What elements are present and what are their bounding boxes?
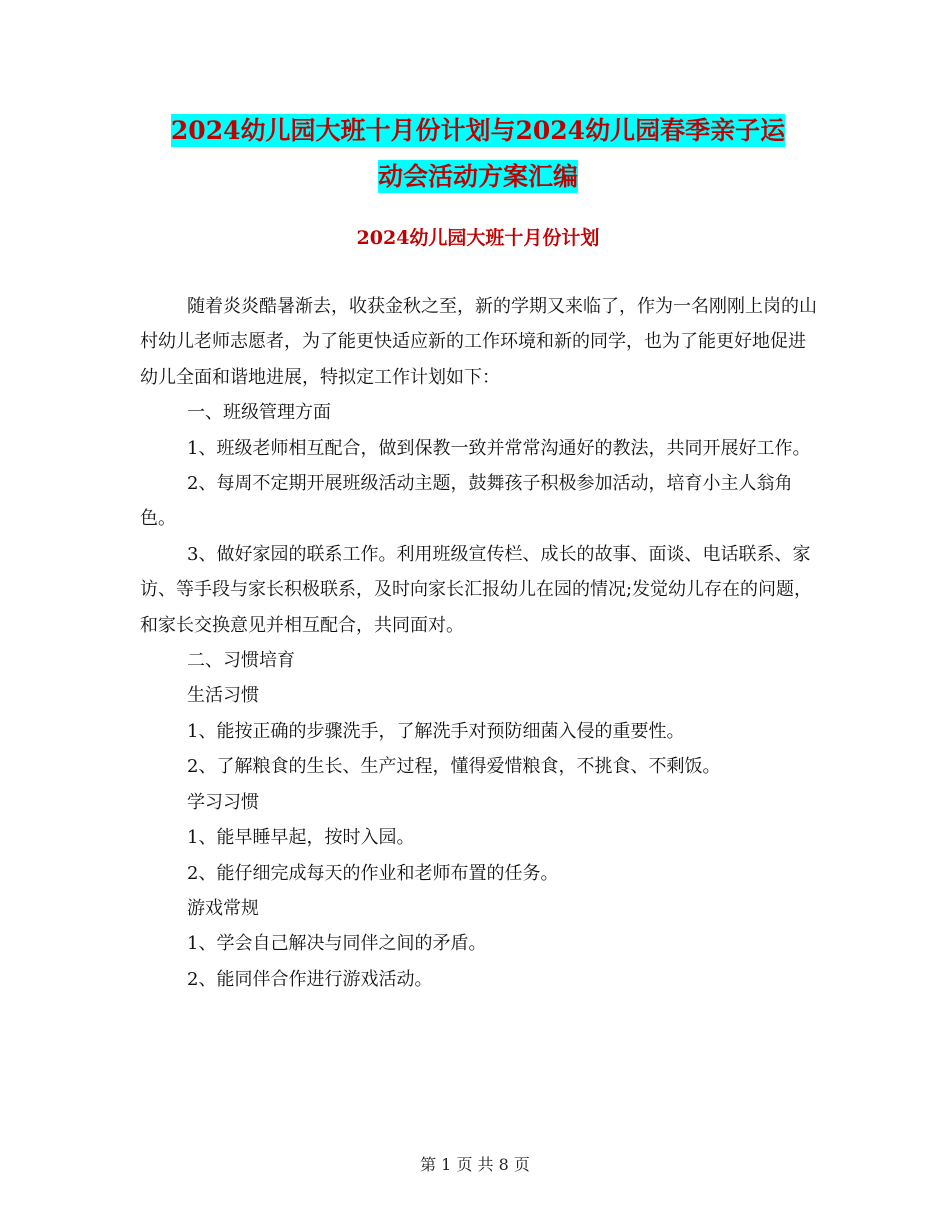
list-item: 2、能仔细完成每天的作业和老师布置的任务。 <box>187 862 559 884</box>
page-number-label: 第 1 页 共 8 页 <box>420 1155 530 1174</box>
list-item: 3、做好家园的联系工作。利用班级宣传栏、成长的故事、面谈、电话联系、家访、等手段与家长积极联系，及时向家长汇报幼儿在园的情况;发觉幼儿存在的问题，和家长交换意见并相互配合，共同面对。 <box>140 543 813 636</box>
intro-paragraph: 随着炎炎酷暑渐去，收获金秋之至，新的学期又来临了，作为一名刚刚上岗的山村幼儿老师志愿者，为了能更快适应新的工作环境和新的同学，也为了能更好地促进幼儿全面和谐地进展，特拟定工作计划如下： <box>140 296 817 388</box>
page-footer <box>0 1152 950 1175</box>
list-item: 2、能同伴合作进行游戏活动。 <box>187 968 433 990</box>
list-item: 1、学会自己解决与同伴之间的矛盾。 <box>187 933 487 955</box>
title-line-1: 2024幼儿园大班十月份计划与2024幼儿园春季亲子运 <box>170 116 786 145</box>
subheading-life-habits: 生活习惯 <box>187 685 259 707</box>
list-item: 1、能早睡早起，按时入园。 <box>187 827 415 849</box>
heading-class-management: 一、班级管理方面 <box>187 402 331 424</box>
document-body <box>140 289 822 997</box>
list-item: 1、能按正确的步骤洗手，了解洗手对预防细菌入侵的重要性。 <box>187 720 685 742</box>
heading-habit-cultivation: 二、习惯培育 <box>187 650 295 672</box>
document-title <box>140 108 816 200</box>
list-item: 2、了解粮食的生长、生产过程，懂得爱惜粮食，不挑食、不剩饭。 <box>187 756 721 778</box>
list-item: 1、班级老师相互配合，做到保教一致并常常沟通好的教法，共同开展好工作。 <box>187 437 811 459</box>
title-line-2: 动会活动方案汇编 <box>377 162 578 191</box>
section-title: 2024幼儿园大班十月份计划 <box>356 227 600 249</box>
subheading-study-habits: 学习习惯 <box>187 791 259 813</box>
list-item: 2、每周不定期开展班级活动主题，鼓舞孩子积极参加活动，培育小主人翁角色。 <box>140 473 793 530</box>
subheading-game-rules: 游戏常规 <box>187 897 259 919</box>
